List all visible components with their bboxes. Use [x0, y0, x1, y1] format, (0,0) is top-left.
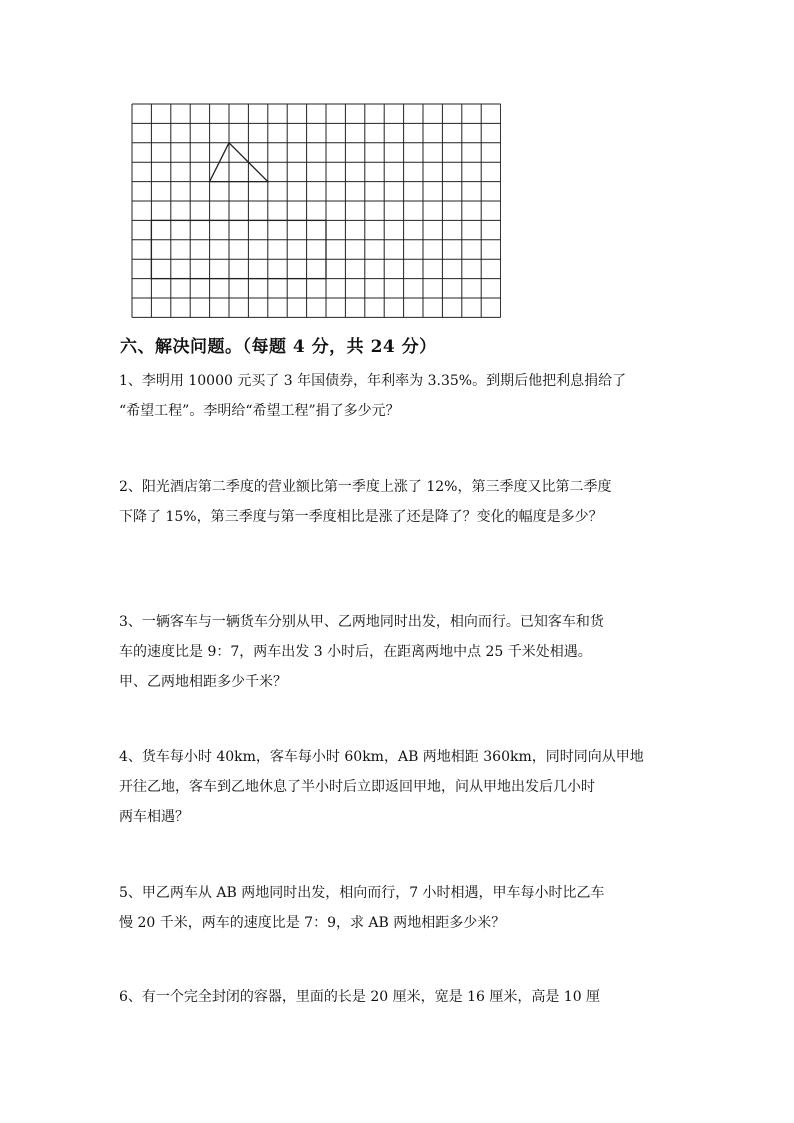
problem-line: 下降了 15%，第三季度与第一季度相比是涨了还是降了？变化的幅度是多少？ [119, 509, 603, 525]
problem-line: 车的速度比是 9：7，两车出发 3 小时后，在距离两地中点 25 千米处相遇。 [119, 644, 592, 660]
rectangle-shape [151, 220, 326, 278]
problem-2 [119, 472, 679, 532]
problem-1 [119, 366, 679, 426]
problem-3 [119, 607, 679, 697]
problem-line: 5、甲乙两车从 AB 两地同时出发，相向而行，7 小时相遇，甲车每小时比乙车 [119, 885, 605, 901]
grid-lines [132, 104, 501, 317]
problem-4 [119, 742, 679, 832]
problem-line: “希望工程”。李明给“希望工程”捐了多少元？ [119, 403, 400, 419]
problem-line: 两车相遇？ [119, 809, 189, 825]
grid-figure [131, 103, 501, 319]
problem-line: 慢 20 千米，两车的速度比是 7：9，求 AB 两地相距多少米？ [119, 915, 506, 931]
problem-line: 开往乙地，客车到乙地休息了半小时后立即返回甲地，问从甲地出发后几小时 [119, 779, 595, 795]
problem-line: 甲、乙两地相距多少千米？ [119, 674, 287, 690]
section-heading: 六、解决问题。（每题 4 分，共 24 分） [120, 337, 437, 357]
problem-5 [119, 878, 679, 938]
problem-line: 6、有一个完全封闭的容器，里面的长是 20 厘米，宽是 16 厘米，高是 10 厘 [119, 989, 601, 1005]
problem-line: 2、阳光酒店第二季度的营业额比第一季度上涨了 12%，第三季度又比第二季度 [119, 479, 612, 495]
problem-line: 4、货车每小时 40km，客车每小时 60km，AB 两地相距 360km，同时同向从甲地 [119, 749, 644, 765]
problem-6 [119, 982, 679, 1012]
problem-line: 3、一辆客车与一辆货车分别从甲、乙两地同时出发，相向而行。已知客车和货 [119, 614, 604, 630]
problem-line: 1、李明用 10000 元买了 3 年国债券，年利率为 3.35%。到期后他把利息捐给了 [119, 373, 627, 389]
